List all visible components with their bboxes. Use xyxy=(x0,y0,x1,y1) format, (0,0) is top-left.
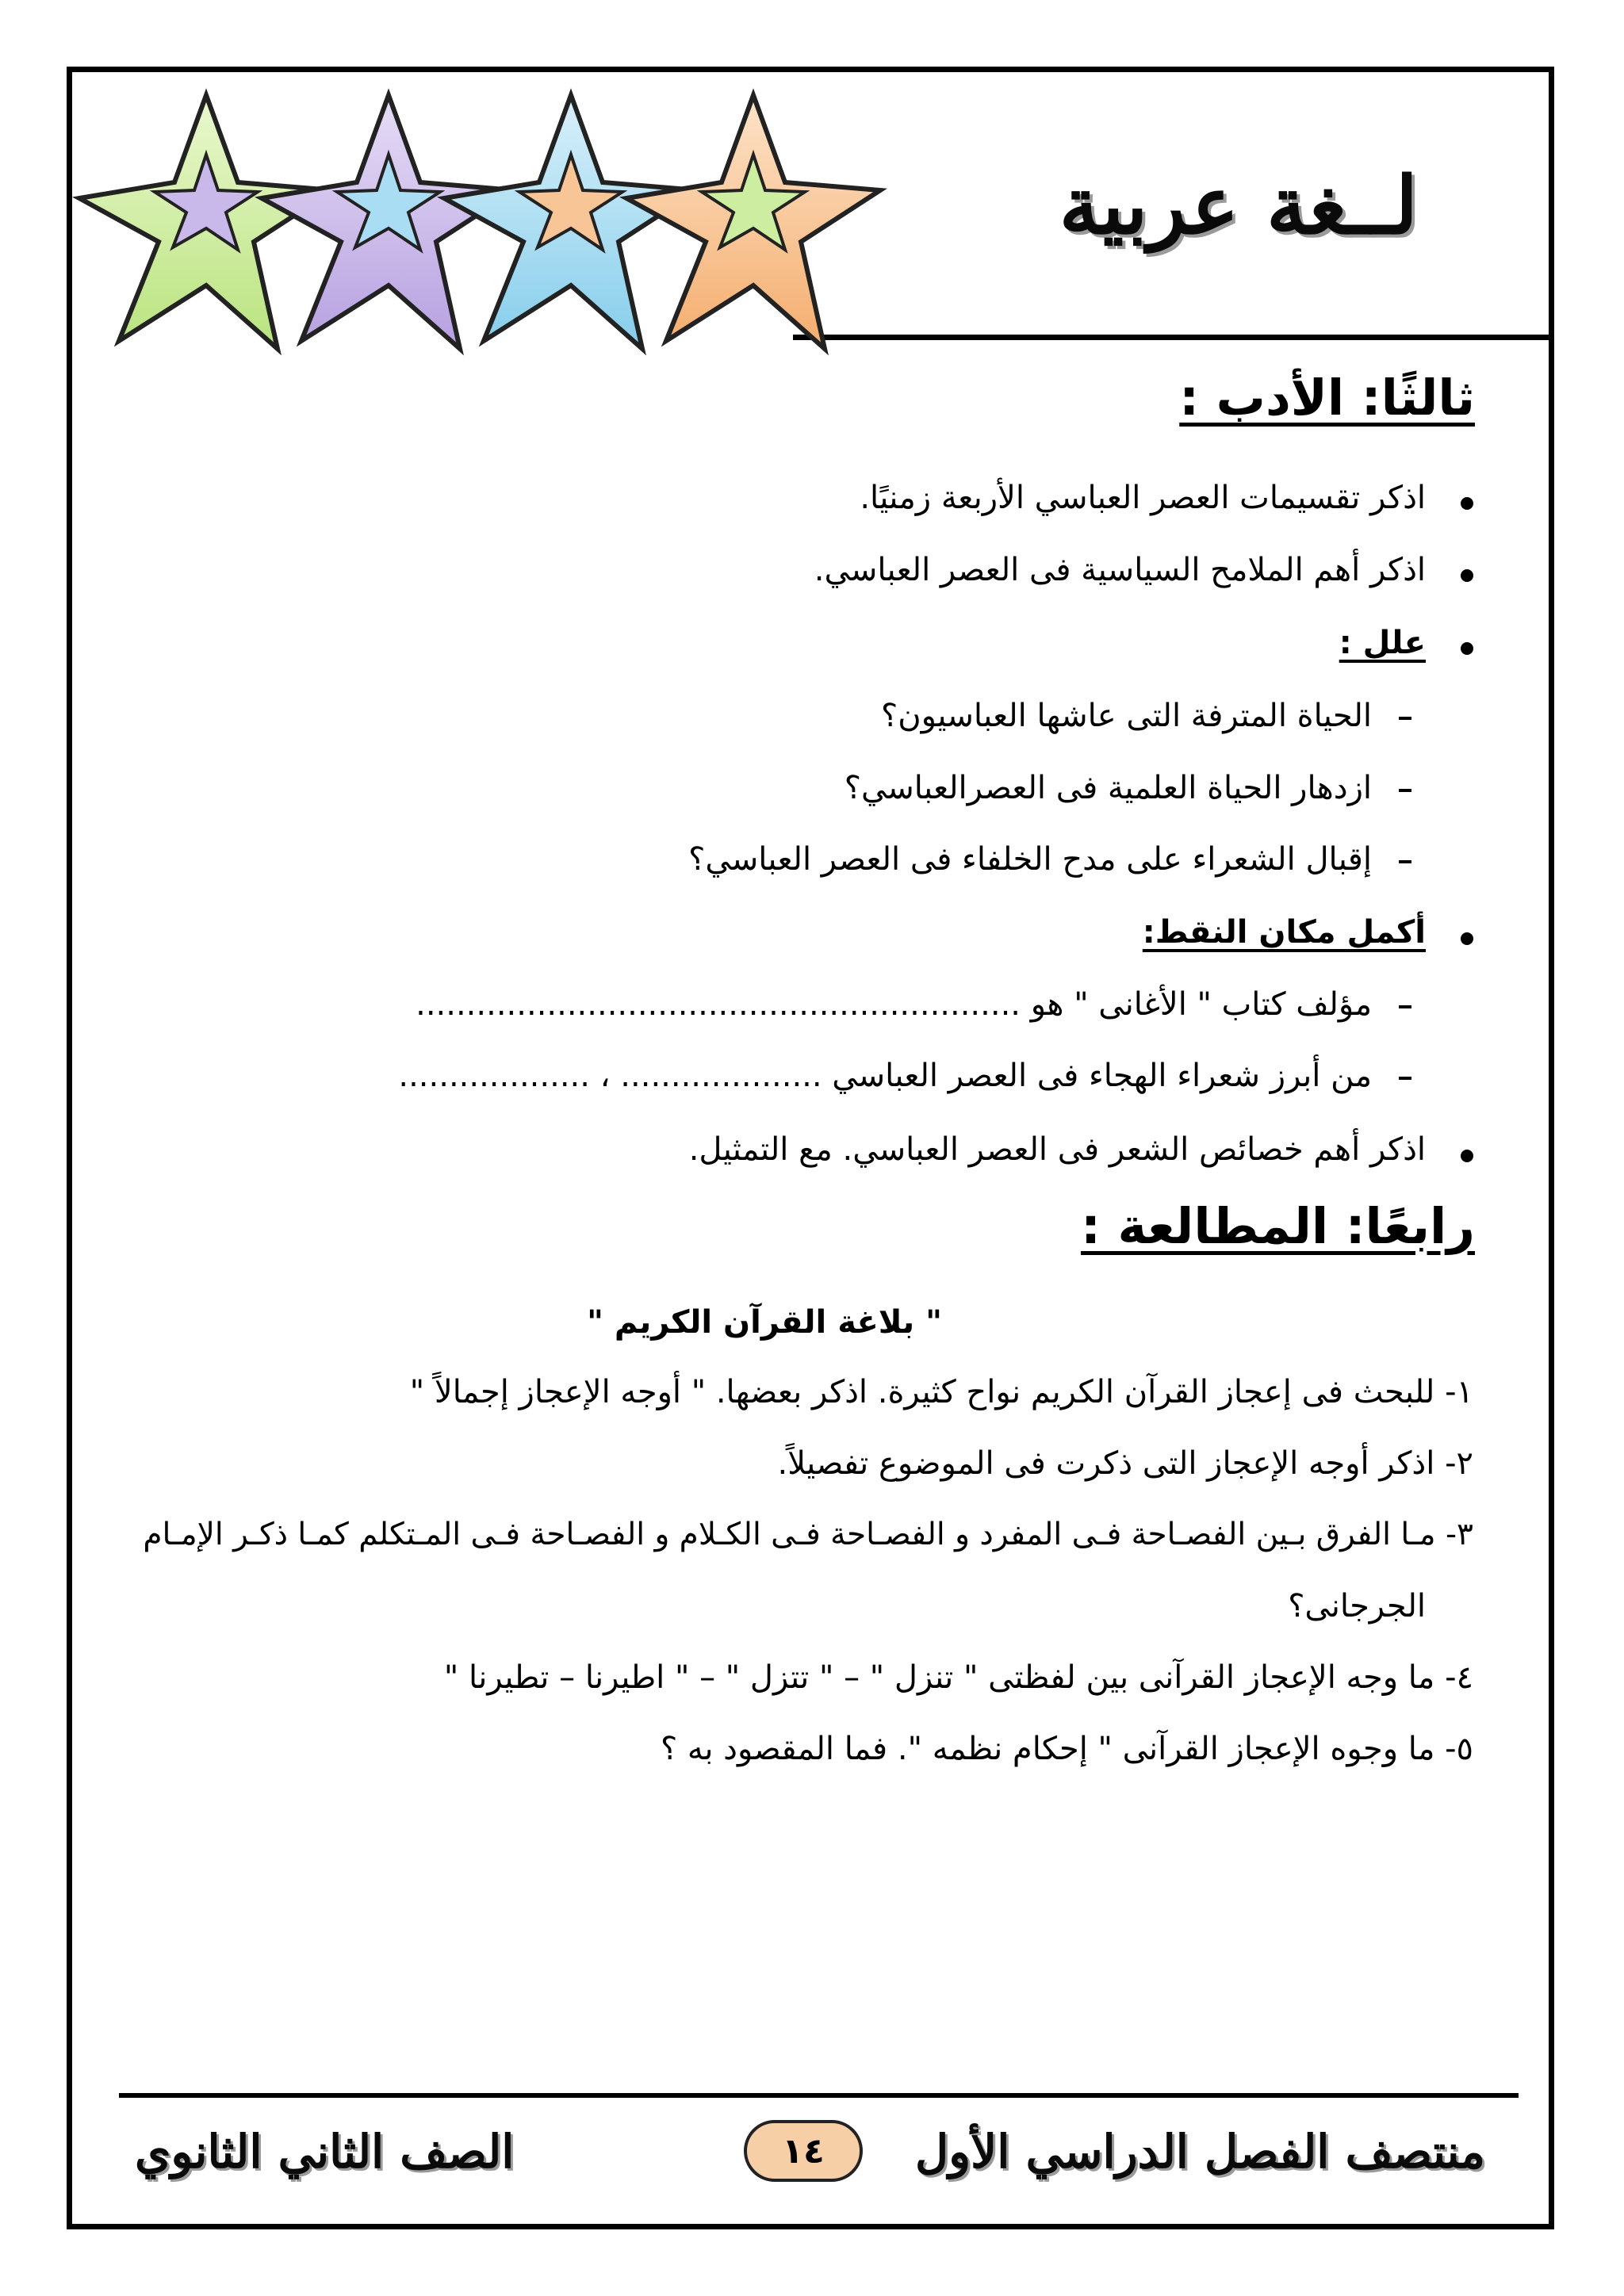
justify-item: ازدهار الحياة العلمية فى العصرالعباسي؟ xyxy=(844,770,1372,806)
footer-term: منتصف الفصل الدراسي الأول xyxy=(915,2125,1485,2179)
star-green-icon xyxy=(79,95,333,349)
dash-icon xyxy=(1399,789,1411,792)
dash-icon xyxy=(1399,1077,1411,1080)
star-blue-icon xyxy=(444,95,698,349)
bullet-icon xyxy=(1461,569,1473,582)
star-purple-icon xyxy=(262,95,515,349)
section-heading-reading: رابعًا: المطالعة : xyxy=(1081,1197,1475,1255)
bullet-icon xyxy=(1461,497,1473,510)
reading-question: ٤- ما وجه الإعجاز القرآنى بين لفظتى " تنزل " – " تتزل " – " اطيرنا – تطيرنا " xyxy=(443,1659,1473,1696)
bullet-icon xyxy=(1461,932,1473,945)
dash-icon xyxy=(1399,1005,1411,1008)
footer-grade: الصف الثاني الثانوي xyxy=(135,2125,515,2179)
dash-icon xyxy=(1399,717,1411,720)
page-title: لــغة عربية xyxy=(1059,159,1418,252)
decorative-stars xyxy=(71,79,912,365)
complete-item: مؤلف كتاب " الأغانى " هو ............................................................ xyxy=(416,986,1372,1023)
question-item: اذكر تقسيمات العصر العباسي الأربعة زمنيًا. xyxy=(860,480,1426,516)
bullet-icon xyxy=(1461,1150,1473,1162)
bullet-icon xyxy=(1461,642,1473,655)
page-number-badge: ١٤ xyxy=(744,2120,863,2182)
header-side-line xyxy=(1549,67,1554,340)
section-heading-literature: ثالثًا: الأدب : xyxy=(1179,369,1475,427)
complete-label: أكمل مكان النقط: xyxy=(1142,914,1426,951)
justify-label: علل : xyxy=(1339,625,1426,661)
reading-question: ٣- مـا الفرق بـين الفصـاحة فـى المفرد و الفصـاحة فـى الكـلام و الفصـاحة فـى المـتكلم كمـا ذكـر الإمـام xyxy=(143,1517,1473,1552)
complete-item: من أبرز شعراء الهجاء فى العصر العباسي .................... ، ................... xyxy=(398,1058,1372,1094)
reading-question-continued: الجرجانى؟ xyxy=(1288,1588,1426,1624)
justify-item: الحياة المترفة التى عاشها العباسيون؟ xyxy=(881,698,1372,734)
dash-icon xyxy=(1399,860,1411,863)
justify-item: إقبال الشعراء على مدح الخلفاء فى العصر العباسي؟ xyxy=(688,841,1372,878)
star-orange-icon xyxy=(626,95,880,349)
reading-question: ٥- ما وجوه الإعجاز القرآنى " إحكام نظمه ". فما المقصود به ؟ xyxy=(660,1731,1473,1767)
question-item: اذكر أهم خصائص الشعر فى العصر العباسي. مع التمثيل. xyxy=(688,1131,1426,1168)
question-item: اذكر أهم الملامح السياسية فى العصر العباسي. xyxy=(814,552,1426,588)
reading-topic-title: " بلاغة القرآن الكريم " xyxy=(587,1304,942,1341)
reading-question: ٢- اذكر أوجه الإعجاز التى ذكرت فى الموضوع تفصيلاً. xyxy=(777,1445,1473,1482)
footer-divider xyxy=(119,2093,1519,2098)
reading-question: ١- للبحث فى إعجاز القرآن الكريم نواح كثيرة. اذكر بعضها. " أوجه الإعجاز إجمالاً " xyxy=(409,1374,1473,1410)
